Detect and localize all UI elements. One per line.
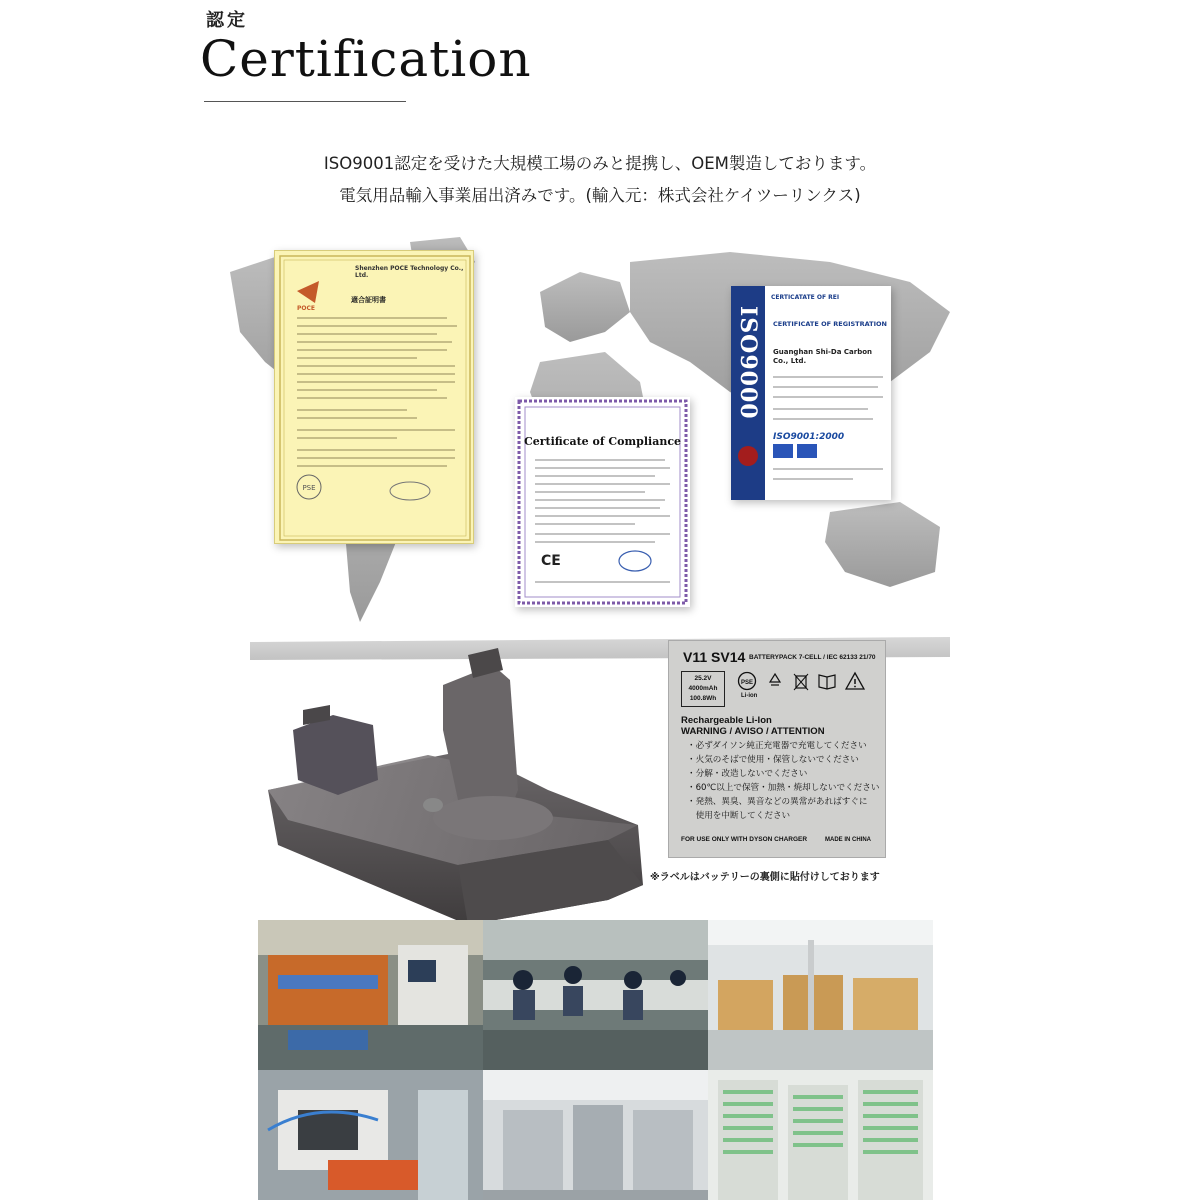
poce-title: 適合証明書 [351, 296, 386, 304]
warning-line: ・必ずダイソン純正充電器で充電してください [687, 741, 867, 751]
label-warnings [687, 739, 879, 823]
label-footer-left: FOR USE ONLY WITH DYSON CHARGER [681, 836, 808, 843]
iso-header: CERTICATATE OF REI [771, 294, 840, 301]
label-pack: BATTERYPACK 7-CELL / IEC 62133 21/70 [749, 654, 876, 661]
manual-icon [817, 671, 837, 691]
ce-title: Certificate of Compliance [523, 435, 682, 448]
iso-registration: CERTIFICATE OF REGISTRATION [773, 320, 887, 328]
rechargeable-text: Rechargeable Li-Ion [681, 715, 772, 726]
label-liion: Li-ion [741, 693, 758, 699]
svg-text:PSE: PSE [302, 484, 316, 492]
factory-photo-2 [483, 920, 708, 1070]
label-footer-right: MADE IN CHINA [825, 837, 871, 843]
iso-standard: ISO9001:2000 [773, 432, 845, 442]
warning-text: WARNING / AVISO / ATTENTION [681, 726, 825, 737]
section-title-jp: 認定 [206, 10, 248, 31]
label-spec [681, 671, 725, 707]
intro-line-1: ISO9001認定を受けた大規模工場のみと提携し、OEM製造しております。 [323, 154, 877, 173]
label-model: V11 SV14 [683, 649, 746, 665]
iso-company-1: Guanghan Shi-Da Carbon [773, 348, 872, 356]
warning-triangle-icon [845, 671, 865, 691]
section-title-en: Certification [200, 30, 532, 88]
spec-capacity: 4000mAh [688, 685, 718, 692]
poce-company: Shenzhen POCE Technology Co., Ltd. [355, 265, 464, 279]
iso-certificate [731, 286, 891, 500]
ce-certificate [515, 397, 690, 607]
intro-line-2: 電気用品輸入事業届出済みです。(輸入元：株式会社ケイツーリンクス) [339, 186, 861, 205]
title-divider [204, 101, 406, 102]
label-rechargeable [681, 715, 825, 737]
warning-line: ・60℃以上で保管・加熱・焼却しないでください [687, 783, 880, 793]
iso-side-text: ISO9000 [735, 306, 761, 420]
svg-text:PSE: PSE [740, 680, 754, 686]
factory-photo-1 [258, 920, 483, 1070]
warehouse-photo [708, 920, 933, 1070]
poce-certificate [274, 250, 474, 544]
spec-voltage: 25.2V [694, 675, 712, 682]
factory-photo-4 [483, 1070, 708, 1200]
recycle-icon [765, 671, 785, 691]
iso-company-2: Co., Ltd. [773, 357, 807, 365]
factory-photo-3 [258, 1070, 483, 1200]
ce-mark: CE [541, 553, 561, 569]
label-note: ※ラベルはバッテリーの裏側に貼付けしております [650, 872, 880, 883]
test-rack-photo [708, 1070, 933, 1200]
warning-line: ・分解・改造しないでください [687, 769, 808, 779]
poce-brand: POCE [297, 305, 315, 312]
warning-line: ・発熱、異臭、異音などの異常があればすぐに [687, 797, 868, 807]
pse-mark-icon [737, 671, 757, 691]
battery-label-image [668, 640, 886, 858]
warning-line: 使用を中断してください [687, 811, 791, 821]
warning-line: ・火気のそばで使用・保管しないでください [687, 755, 859, 765]
battery-product-image [258, 640, 650, 930]
bin-crossed-icon [791, 671, 811, 691]
spec-energy: 100.8Wh [689, 695, 717, 702]
